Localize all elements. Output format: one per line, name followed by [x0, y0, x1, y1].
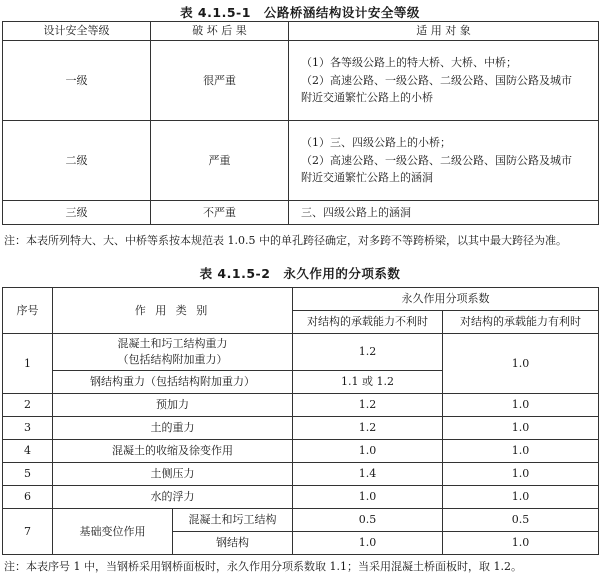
table-header-row [3, 288, 599, 311]
favorable-cell: 1.0 [443, 532, 599, 555]
level-cell: 二级 [3, 121, 151, 201]
header-cell: 作 用 类 别 [53, 288, 293, 334]
header-cell: 对结构的承载能力有利时 [443, 311, 599, 334]
favorable-cell: 1.0 [443, 463, 599, 486]
table1-note: 注：本表所列特大、大、中桥等系按本规范表 1.0.5 中的单孔跨径确定，对多跨不等跨桥梁，以其中最大跨径为准。 [4, 234, 567, 247]
category-cell: 基础变位作用 [53, 509, 173, 555]
category-cell: 水的浮力 [53, 486, 293, 509]
header-cell: 破 坏 后 果 [151, 22, 289, 41]
header-cell: 设计安全等级 [3, 22, 151, 41]
row-number: 1 [3, 334, 53, 394]
object-line: 附近交通繁忙公路上的小桥 [301, 91, 433, 105]
favorable-cell: 1.0 [443, 417, 599, 440]
level-cell: 三级 [3, 201, 151, 225]
unfavorable-cell: 1.0 [293, 440, 443, 463]
table2-note: 注：本表序号 1 中，当钢桥采用钢桥面板时，永久作用分项系数取 1.1；当采用混凝土桥面板时，取 1.2。 [4, 560, 522, 573]
unfavorable-cell: 1.4 [293, 463, 443, 486]
safety-grade-table [2, 21, 599, 225]
unfavorable-cell: 1.2 [293, 334, 443, 371]
table-row [3, 41, 599, 121]
category-cell: 钢结构重力（包括结构附加重力） [53, 371, 293, 394]
row-number: 5 [3, 463, 53, 486]
header-cell: 永久作用分项系数 [293, 288, 599, 311]
table-row [3, 417, 599, 440]
table-row [3, 394, 599, 417]
consequence-cell: 不严重 [151, 201, 289, 225]
category-cell: 混凝土和圬工结构重力 （包括结构附加重力） [53, 334, 293, 371]
table-row [3, 509, 599, 532]
row-number: 3 [3, 417, 53, 440]
unfavorable-cell: 1.2 [293, 417, 443, 440]
subcategory-cell: 混凝土和圬工结构 [173, 509, 293, 532]
header-cell: 适 用 对 象 [289, 22, 599, 41]
table-row [3, 463, 599, 486]
favorable-cell: 1.0 [443, 334, 599, 394]
partial-factor-table [2, 287, 599, 555]
object-line: （1）各等级公路上的特大桥、大桥、中桥； [301, 56, 517, 70]
favorable-cell: 1.0 [443, 440, 599, 463]
category-cell: 预加力 [53, 394, 293, 417]
consequence-cell: 很严重 [151, 41, 289, 121]
table-header-row [3, 22, 599, 41]
category-cell: 土的重力 [53, 417, 293, 440]
object-line: （2）高速公路、一级公路、二级公路、国防公路及城市 [301, 153, 572, 167]
objects-cell [289, 201, 599, 225]
table-row [3, 334, 599, 371]
category-cell: 混凝土的收缩及徐变作用 [53, 440, 293, 463]
favorable-cell: 1.0 [443, 486, 599, 509]
favorable-cell: 1.0 [443, 394, 599, 417]
header-cell: 序号 [3, 288, 53, 334]
row-number: 4 [3, 440, 53, 463]
unfavorable-cell: 1.1 或 1.2 [293, 371, 443, 394]
objects-cell [289, 121, 599, 201]
table-row [3, 486, 599, 509]
unfavorable-cell: 1.0 [293, 532, 443, 555]
unfavorable-cell: 1.0 [293, 486, 443, 509]
table-row [3, 201, 599, 225]
level-cell: 一级 [3, 41, 151, 121]
table2-title: 表 4.1.5-2 永久作用的分项系数 [199, 266, 401, 281]
table-row [3, 440, 599, 463]
row-number: 2 [3, 394, 53, 417]
unfavorable-cell: 0.5 [293, 509, 443, 532]
subcategory-cell: 钢结构 [173, 532, 293, 555]
favorable-cell: 0.5 [443, 509, 599, 532]
object-line: 三、四级公路上的涵洞 [301, 205, 411, 219]
consequence-cell: 严重 [151, 121, 289, 201]
row-number: 6 [3, 486, 53, 509]
object-line: 附近交通繁忙公路上的涵洞 [301, 171, 433, 185]
header-cell: 对结构的承载能力不利时 [293, 311, 443, 334]
object-line: （1）三、四级公路上的小桥； [301, 136, 451, 150]
table1-title: 表 4.1.5-1 公路桥涵结构设计安全等级 [180, 5, 420, 20]
row-number: 7 [3, 509, 53, 555]
object-line: （2）高速公路、一级公路、二级公路、国防公路及城市 [301, 73, 572, 87]
unfavorable-cell: 1.2 [293, 394, 443, 417]
objects-cell [289, 41, 599, 121]
table-row [3, 121, 599, 201]
category-cell: 土侧压力 [53, 463, 293, 486]
